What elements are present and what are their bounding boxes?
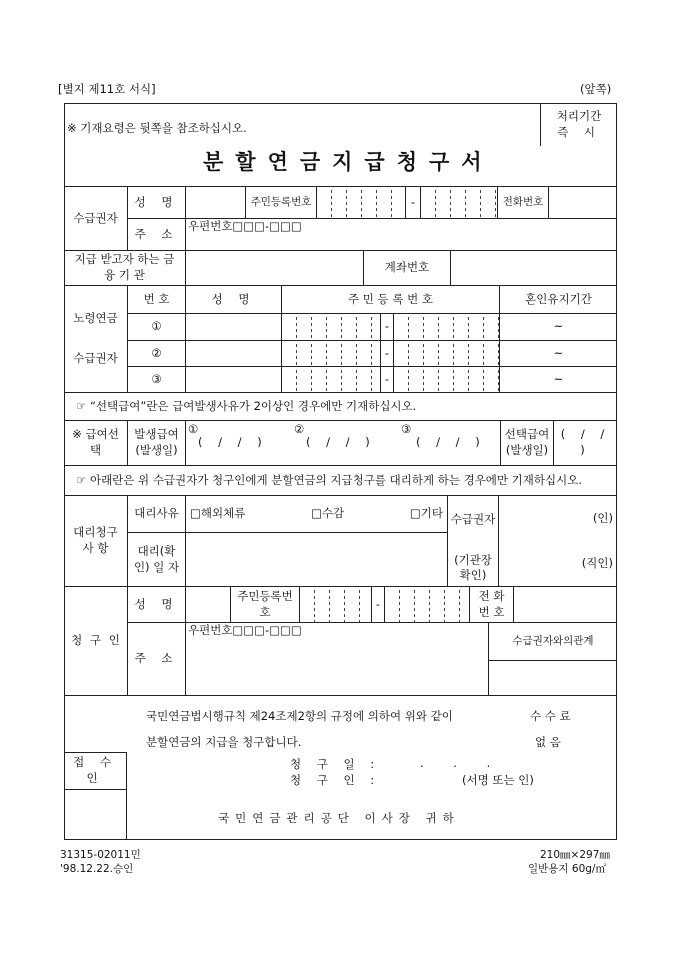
date-label: 청 구 일 : <box>290 757 381 771</box>
recipient-phone-input[interactable] <box>548 186 617 218</box>
relation-input[interactable] <box>488 660 617 695</box>
fee-label: 수 수 료 <box>530 709 571 723</box>
holder-text: 수급권자 <box>450 512 496 526</box>
recipient-rrn-label: 주민등록번호 <box>245 186 316 218</box>
item-date: ( / / ) <box>198 435 268 449</box>
recipient-name-label: 성 명 <box>127 186 185 218</box>
claimant-rrn-back[interactable] <box>384 586 469 622</box>
item-no: ① <box>188 422 199 436</box>
checkbox-overseas[interactable]: □해외체류 <box>190 506 246 521</box>
row-dash: - <box>380 313 393 340</box>
proxy-date-input[interactable] <box>185 532 447 586</box>
checkbox-other[interactable]: □기타 <box>409 506 443 521</box>
claimant-sign-label: 청 구 인 : <box>290 773 381 787</box>
relation-label: 수급권자와의관계 <box>488 622 617 660</box>
pension-label-1: 노령연금 <box>73 311 118 326</box>
checkbox-prison[interactable]: □수감 <box>311 506 345 521</box>
row-rrn-front[interactable] <box>281 340 380 366</box>
row-name-input[interactable] <box>185 340 281 366</box>
item-date: ( / / ) <box>306 435 376 449</box>
select-label: 선택급여 (발생일) <box>500 420 553 465</box>
seal-text: (인) <box>592 510 613 525</box>
holder-seal-area[interactable] <box>498 495 617 586</box>
holder-label <box>447 495 498 586</box>
recipient-address-input[interactable] <box>185 218 617 250</box>
statement-line2: 분할연금의 지급을 청구합니다. <box>146 735 302 749</box>
claimant-dash: - <box>371 586 384 622</box>
row-rrn-back[interactable] <box>393 340 499 366</box>
addressee: 국민연금관리공단 이사장 귀하 <box>218 811 460 825</box>
org-text: (기관장 확인) <box>454 552 492 583</box>
row-period[interactable]: ~ <box>499 313 617 340</box>
occur-label: 발생급여 (발생일) <box>127 420 185 465</box>
col-rrn: 주 민 등 록 번 호 <box>281 285 499 313</box>
notice-select-benefit: ☞ “선택급여”란은 급여발생사유가 2이상인 경우에만 기재하십시오. <box>64 392 617 420</box>
item-no: ③ <box>401 422 412 436</box>
claimant-name-input[interactable] <box>185 586 230 622</box>
claimant-phone-label: 전 화 번 호 <box>469 586 513 622</box>
proxy-label: 대리청구 사 항 <box>64 495 127 586</box>
processing-period <box>540 103 617 146</box>
proxy-reason-options <box>185 495 447 532</box>
row-no: ③ <box>127 366 185 392</box>
row-no: ② <box>127 340 185 366</box>
col-no: 번 호 <box>127 285 185 313</box>
item-date: ( / / ) <box>416 435 486 449</box>
col-period: 혼인유지기간 <box>499 285 617 313</box>
postal-code: 우편번호□□□-□□□ <box>188 623 302 637</box>
paper-size: 210㎜×297㎜ <box>540 849 610 861</box>
claimant-rrn-label: 주민등록번호 <box>230 586 299 622</box>
processing-label: 처리기간 <box>556 108 602 123</box>
processing-value: 즉 시 <box>557 124 601 139</box>
item-no: ② <box>294 422 305 436</box>
sign-note[interactable]: (서명 또는 인) <box>462 773 534 787</box>
claimant-address-input[interactable] <box>185 622 488 695</box>
rrn-dash: - <box>405 186 420 218</box>
official-seal-text: (직인) <box>581 555 613 570</box>
recipient-address-label: 주 소 <box>127 218 185 250</box>
proxy-date-label: 대리(확인) 일 자 <box>127 532 185 586</box>
recipient-label: 수급권자 <box>64 186 127 250</box>
row-period[interactable]: ~ <box>499 340 617 366</box>
receiver-label: 접 수 인 <box>64 752 127 790</box>
fee-value: 없 음 <box>535 735 561 749</box>
receiver-box-line <box>126 789 127 840</box>
fill-note: ※ 기재요령은 뒷쪽을 참조하십시오. <box>67 121 247 135</box>
row-dash: - <box>380 340 393 366</box>
proxy-reason-label: 대리사유 <box>127 495 185 532</box>
account-input[interactable] <box>450 250 617 285</box>
recipient-rrn-front-input[interactable] <box>316 186 405 218</box>
row-dash: - <box>380 366 393 392</box>
form-number: [별지 제11호 서식] <box>58 82 156 96</box>
row-rrn-front[interactable] <box>281 313 380 340</box>
page-side: (앞쪽) <box>580 82 612 96</box>
recipient-name-input[interactable] <box>185 186 245 218</box>
account-label: 계좌번호 <box>363 250 450 285</box>
claimant-rrn-front[interactable] <box>299 586 371 622</box>
row-name-input[interactable] <box>185 313 281 340</box>
pension-label-2: 수급권자 <box>73 351 118 365</box>
benefit-label: ※ 급여선택 <box>64 420 127 465</box>
col-name: 성 명 <box>185 285 281 313</box>
claimant-name-label: 성 명 <box>127 586 185 622</box>
pension-label <box>64 285 127 392</box>
bank-label: 지급 받고자 하는 금 융 기 관 <box>64 250 185 285</box>
select-date[interactable]: ( / / ) <box>553 420 617 465</box>
form-title: 분할연금지급청구서 <box>203 149 494 174</box>
postal-code: 우편번호□□□-□□□ <box>188 219 302 233</box>
form-code: 31315-02011민 <box>60 849 141 861</box>
recipient-rrn-back-input[interactable] <box>420 186 497 218</box>
claimant-phone-input[interactable] <box>513 586 617 622</box>
bank-input[interactable] <box>185 250 363 285</box>
date-value[interactable]: . . . <box>420 756 491 770</box>
paper-type: 일반용지 60g/㎡ <box>528 863 606 875</box>
notice-proxy: ☞ 아래란은 위 수급권자가 청구인에게 분할연금의 지급청구를 대리하게 하는 경우에만 기재하십시오. <box>64 465 617 495</box>
recipient-phone-label: 전화번호 <box>497 186 548 218</box>
claimant-address-label: 주 소 <box>127 622 185 695</box>
row-no: ① <box>127 313 185 340</box>
row-period[interactable]: ~ <box>499 366 617 392</box>
row-name-input[interactable] <box>185 366 281 392</box>
claimant-label: 청 구 인 <box>64 586 127 695</box>
row-rrn-front[interactable] <box>281 366 380 392</box>
row-rrn-back[interactable] <box>393 313 499 340</box>
occur-dates[interactable] <box>185 420 500 465</box>
approval: '98.12.22.승인 <box>60 863 134 875</box>
statement-line1: 국민연금법시행규칙 제24조제2항의 규정에 의하여 위와 같이 <box>146 709 453 723</box>
row-rrn-back[interactable] <box>393 366 499 392</box>
